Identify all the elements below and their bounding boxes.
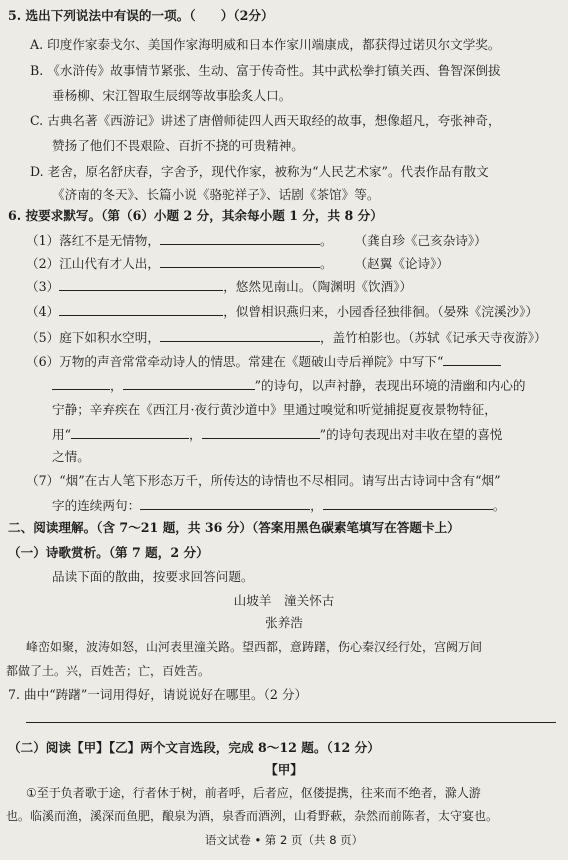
q6-item-6-use: 用“ bbox=[52, 427, 72, 442]
q5-option-d-line1: D. 老舍，原名舒庆春，字舍予，现代作家，被称为“人民艺术家”。代表作品有散文 bbox=[30, 164, 489, 179]
text-jia-line-2: 也。临溪而渔，溪深而鱼肥，酿泉为酒，泉香而酒洌，山肴野蔌，杂然而前陈者，太守宴也。 bbox=[6, 809, 499, 823]
poem-line-2: 都做了土。兴，百姓苦；亡，百姓苦。 bbox=[6, 664, 211, 678]
poem-intro: 品读下面的散曲，按要求回答问题。 bbox=[52, 569, 254, 584]
q6-item-7-line1: （7）“烟”在古人笔下形态万千，所传达的诗情也不尽相同。请写出古诗词中含有“烟” bbox=[26, 473, 501, 488]
q5-option-b-line1: B. 《水浒传》故事情节紧张、生动、富于传奇性。其中武松拳打镇关西、鲁智深倒拔 bbox=[30, 63, 501, 78]
answer-blank[interactable] bbox=[443, 352, 501, 366]
text-jia-line-1: ①至于负者歌于途，行者休于树，前者呼，后者应，伛偻提携，往来而不绝者，滁人游 bbox=[26, 786, 481, 800]
poem-line-1: 峰峦如聚，波涛如怒，山河表里潼关路。望西都，意踌躇，伤心秦汉经行处，宫阙万间 bbox=[26, 640, 483, 654]
q6-item-6-comma2: ， bbox=[189, 427, 202, 442]
q6-item-1-source: （龚自珍《己亥杂诗》） bbox=[354, 233, 487, 248]
q6-item-1-end: 。 bbox=[319, 233, 333, 248]
q6-item-5 bbox=[26, 328, 568, 346]
q6-item-6-end: ”的诗句表现出对丰收在望的喜悦 bbox=[319, 427, 503, 442]
q6-item-7-line2 bbox=[52, 496, 568, 514]
answer-blank[interactable] bbox=[323, 496, 493, 510]
q6-item-2-prompt: （2）江山代有才人出， bbox=[26, 256, 160, 271]
q6-item-7-comma: ， bbox=[310, 498, 323, 513]
answer-blank[interactable] bbox=[71, 425, 189, 439]
answer-blank[interactable] bbox=[160, 231, 320, 245]
q5-stem: 5. 选出下列说法中有误的一项。（ ）（2分） bbox=[8, 8, 274, 23]
answer-blank[interactable] bbox=[52, 376, 110, 390]
q6-item-6-line2 bbox=[52, 376, 568, 394]
q6-item-3-rest: ，悠然见南山。（陶渊明《饮酒》） bbox=[223, 279, 413, 294]
q5-option-d-line2: 《济南的冬天》、长篇小说《骆驼祥子》、话剧《茶馆》等。 bbox=[52, 187, 380, 202]
q6-item-1 bbox=[26, 231, 568, 249]
q6-item-1-prompt: （1）落红不是无情物， bbox=[26, 233, 160, 248]
poem-title: 山坡羊 潼关怀古 bbox=[233, 593, 335, 608]
q6-item-6-cont: ”的诗句，以声衬静，表现出环境的清幽和内心的 bbox=[254, 378, 526, 393]
answer-blank[interactable] bbox=[140, 496, 310, 510]
q7-stem: 7. 曲中“踌躇”一词用得好，请说说好在哪里。（2 分） bbox=[8, 687, 308, 702]
page-footer: 语文试卷 • 第 2 页（共 8 页） bbox=[204, 833, 364, 847]
q6-item-5-prompt: （5）庭下如积水空明， bbox=[26, 330, 160, 345]
q6-item-6-prompt: （6）万物的声音常常牵动诗人的情思。常建在《题破山寺后禅院》中写下“ bbox=[26, 354, 444, 369]
q6-item-2-end: 。 bbox=[319, 256, 333, 271]
part-2-title: （二）阅读【甲】【乙】两个文言选段，完成 8～12 题。（12 分） bbox=[8, 740, 380, 755]
q6-item-3 bbox=[26, 277, 568, 295]
answer-blank[interactable] bbox=[160, 328, 320, 342]
section-2-title: 二、阅读理解。（含 7～21 题，共 36 分）（答案用黑色碳素笔填写在答题卡上） bbox=[8, 520, 460, 535]
q5-option-b-line2: 垂杨柳、宋江智取生辰纲等故事脍炙人口。 bbox=[52, 88, 292, 103]
q6-item-5-rest: ，盖竹柏影也。（苏轼《记承天寺夜游》） bbox=[319, 330, 547, 345]
q6-item-6-comma: ， bbox=[110, 378, 123, 393]
answer-blank[interactable] bbox=[59, 277, 223, 291]
q5-option-c-line2: 赞扬了他们不畏艰险、百折不挠的可贵精神。 bbox=[52, 138, 304, 153]
answer-blank[interactable] bbox=[123, 376, 255, 390]
poem-author: 张养浩 bbox=[265, 615, 303, 630]
q6-item-7-end: 。 bbox=[492, 498, 506, 513]
answer-blank[interactable] bbox=[202, 425, 320, 439]
part-1-title: （一）诗歌赏析。（第 7 题，2 分） bbox=[8, 545, 209, 560]
q6-stem: 6. 按要求默写。（第（6）小题 2 分，其余每小题 1 分，共 8 分） bbox=[8, 208, 383, 223]
q6-item-3-prompt: （3） bbox=[26, 279, 60, 294]
q6-item-6-line3: 宁静；辛弃疾在《西江月·夜行黄沙道中》里通过嗅觉和听觉捕捉夏夜景物特征， bbox=[52, 402, 497, 417]
q6-item-4-prompt: （4） bbox=[26, 304, 60, 319]
q6-item-6-line1 bbox=[26, 352, 568, 370]
q5-option-c-line1: C. 古典名著《西游记》讲述了唐僧师徒四人西天取经的故事，想像超凡，夸张神奇， bbox=[30, 113, 501, 128]
q6-item-6-line4 bbox=[52, 425, 568, 443]
q5-option-a: A. 印度作家泰戈尔、美国作家海明威和日本作家川端康成，都获得过诺贝尔文学奖。 bbox=[30, 37, 501, 52]
q7-answer-line[interactable] bbox=[26, 722, 556, 723]
q6-item-7-prompt: 字的连续两句： bbox=[52, 498, 141, 513]
q6-item-4 bbox=[26, 302, 568, 320]
text-jia-label: 【甲】 bbox=[265, 762, 303, 777]
q6-item-6-line5: 之情。 bbox=[52, 449, 90, 464]
q6-item-2 bbox=[26, 254, 568, 272]
answer-blank[interactable] bbox=[160, 254, 320, 268]
q6-item-2-source: （赵翼《论诗》） bbox=[354, 256, 449, 271]
answer-blank[interactable] bbox=[59, 302, 223, 316]
q6-item-4-rest: ，似曾相识燕归来，小园香径独徘徊。（晏殊《浣溪沙》） bbox=[223, 304, 539, 319]
